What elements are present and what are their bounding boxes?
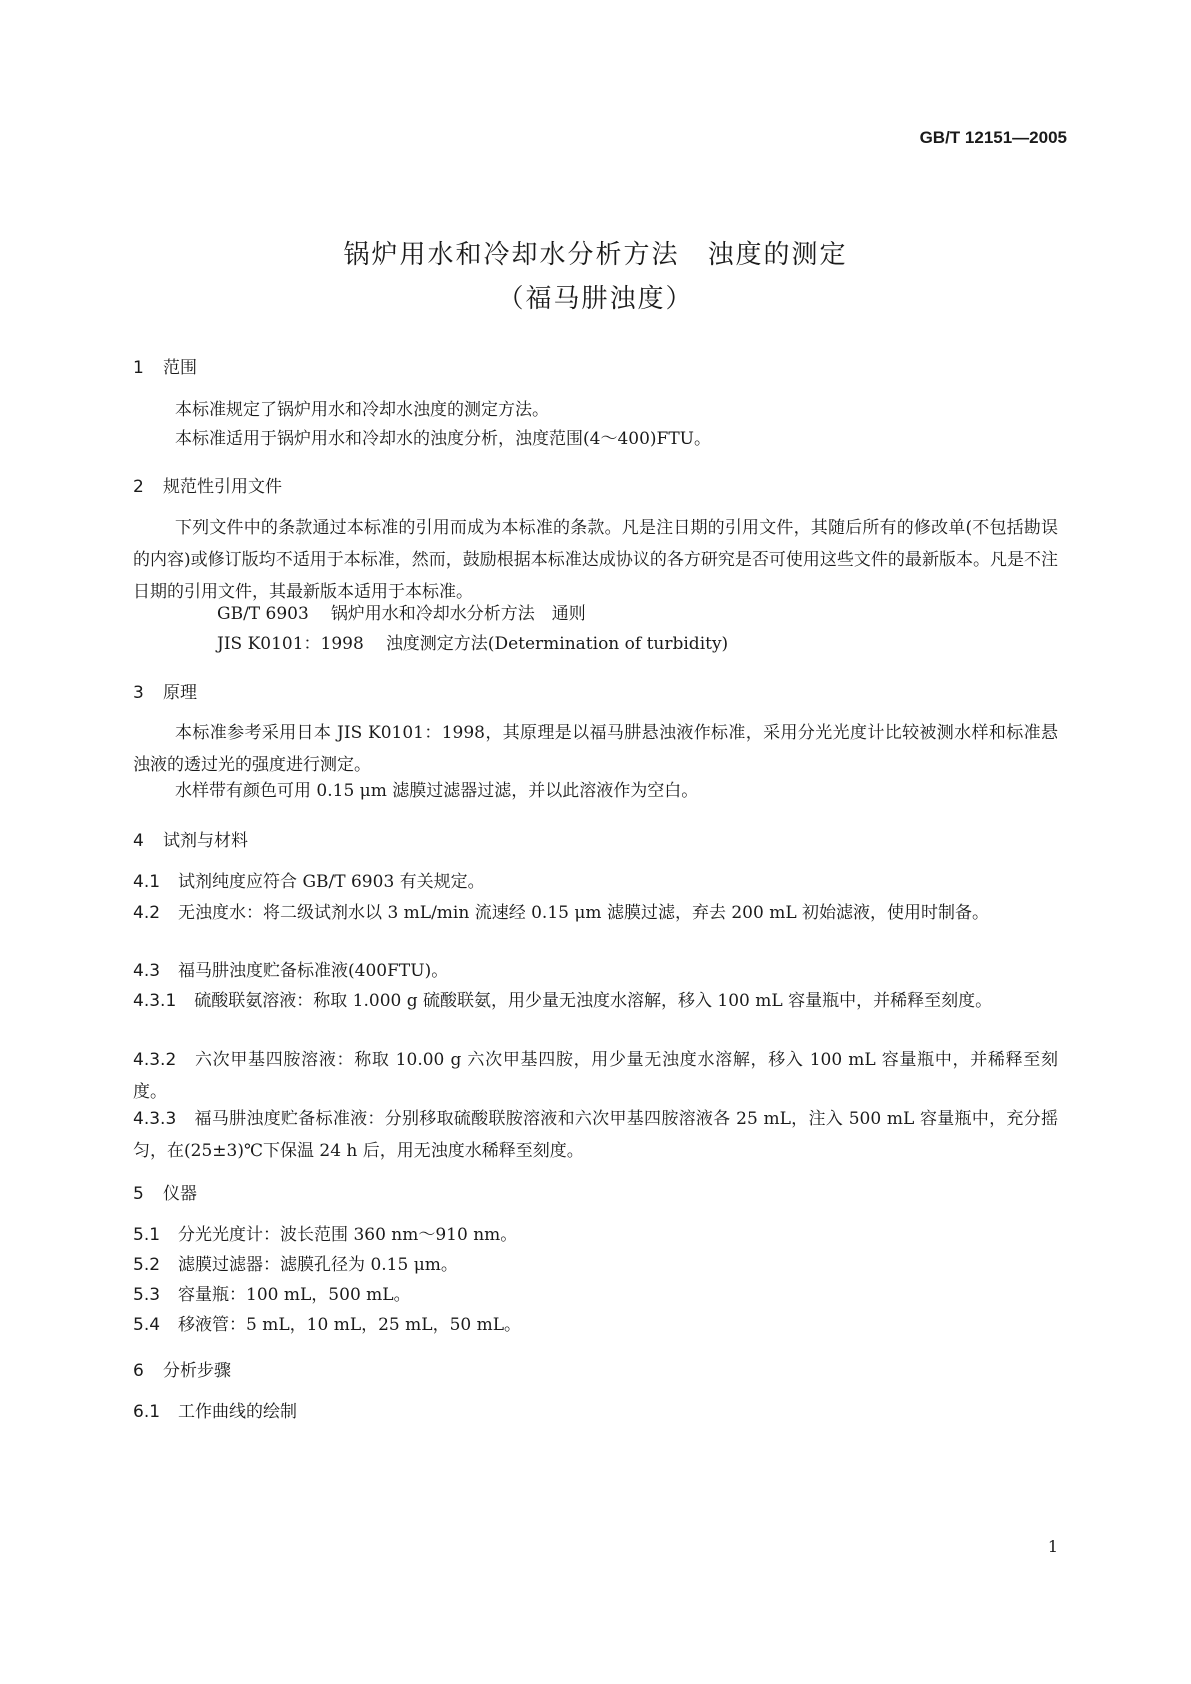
clause-number: 5.2 (133, 1255, 161, 1275)
document-subtitle: （福马肼浊度） (497, 284, 694, 314)
section-title: 分析步骤 (163, 1361, 231, 1381)
paragraph: 本标准适用于锅炉用水和冷却水的浊度分析，浊度范围(4～400)FTU。 (175, 429, 711, 449)
clause-number: 4.3.2 (133, 1050, 177, 1070)
clause-item (133, 1279, 1058, 1311)
clause-text: 试剂纯度应符合 GB/T 6903 有关规定。 (178, 872, 485, 892)
document-title: 锅炉用水和冷却水分析方法 浊度的测定 (343, 240, 848, 270)
standard-number: GB/T 12151—2005 (919, 128, 1067, 147)
section-title: 仪器 (163, 1184, 197, 1204)
clause-number: 4.1 (133, 872, 161, 892)
section-heading-procedure (133, 1356, 231, 1381)
reference-code: GB/T 6903 (217, 604, 309, 624)
section-heading-apparatus (133, 1179, 197, 1204)
clause-item (133, 1103, 1058, 1167)
clause-item (133, 955, 1058, 987)
clause-text: 无浊度水：将二级试剂水以 3 mL/min 流速经 0.15 μm 滤膜过滤，弃去 200 mL 初始滤液，使用时制备。 (178, 903, 990, 923)
clause-text: 硫酸联氨溶液：称取 1.000 g 硫酸联氨，用少量无浊度水溶解，移入 100 mL 容量瓶中，并稀释至刻度。 (194, 991, 993, 1011)
clause-number: 4.3.1 (133, 991, 177, 1011)
section-number: 4 (133, 831, 144, 851)
clause-text: 分光光度计：波长范围 360 nm～910 nm。 (178, 1225, 518, 1245)
clause-text: 六次甲基四胺溶液：称取 10.00 g 六次甲基四胺，用少量无浊度水溶解，移入 100 mL 容量瓶中，并稀释至刻度。 (133, 1050, 1058, 1102)
clause-number: 5.3 (133, 1285, 161, 1305)
section-number: 3 (133, 683, 144, 703)
paragraph: 本标准规定了锅炉用水和冷却水浊度的测定方法。 (175, 400, 549, 420)
clause-number: 4.2 (133, 903, 161, 923)
clause-item (133, 1396, 1058, 1428)
reference-entry (133, 628, 1058, 660)
section-heading-scope (133, 353, 197, 378)
section-title: 规范性引用文件 (163, 477, 282, 497)
paragraph: 下列文件中的条款通过本标准的引用而成为本标准的条款。凡是注日期的引用文件，其随后所有的修改单(不包括勘误的内容)或修订版均不适用于本标准，然而，鼓励根据本标准达成协议的各方研究是否可使用这些文件的最新版本。凡是不注日期的引用文件，其最新版本适用于本标准。 (133, 518, 1058, 602)
section-title: 范围 (163, 358, 197, 378)
paragraph: 本标准参考采用日本 JIS K0101：1998，其原理是以福马肼悬浊液作标准，采用分光光度计比较被测水样和标准悬浊液的透过光的强度进行测定。 (133, 723, 1058, 775)
paragraph: 水样带有颜色可用 0.15 μm 滤膜过滤器过滤，并以此溶液作为空白。 (175, 781, 699, 801)
section-title: 试剂与材料 (163, 831, 248, 851)
clause-text: 容量瓶：100 mL，500 mL。 (178, 1285, 411, 1305)
clause-number: 4.3 (133, 961, 161, 981)
section-number: 6 (133, 1361, 144, 1381)
section-title: 原理 (163, 683, 197, 703)
clause-text: 工作曲线的绘制 (178, 1402, 298, 1422)
clause-item (133, 897, 1058, 929)
reference-title: 锅炉用水和冷却水分析方法 通则 (330, 604, 586, 624)
reference-entry (133, 598, 1058, 630)
clause-number: 4.3.3 (133, 1109, 177, 1129)
clause-item (133, 1309, 1058, 1341)
clause-item (133, 985, 1058, 1017)
section-number: 1 (133, 358, 144, 378)
clause-item (133, 866, 1058, 898)
reference-title: 浊度测定方法(Determination of turbidity) (385, 634, 729, 654)
section-heading-normative-references (133, 472, 282, 497)
clause-number: 6.1 (133, 1402, 161, 1422)
clause-item (133, 1044, 1058, 1108)
clause-text: 福马肼浊度贮备标准液：分别移取硫酸联胺溶液和六次甲基四胺溶液各 25 mL，注入 500 mL 容量瓶中，充分摇匀，在(25±3)℃下保温 24 h 后，用无浊度水稀释至刻度。 (133, 1109, 1058, 1161)
clause-text: 移液管：5 mL，10 mL，25 mL，50 mL。 (178, 1315, 522, 1335)
section-heading-principle (133, 678, 197, 703)
clause-item (133, 1219, 1058, 1251)
page-number: 1 (1047, 1537, 1058, 1556)
clause-text: 滤膜过滤器：滤膜孔径为 0.15 μm。 (178, 1255, 458, 1275)
section-heading-reagents (133, 826, 248, 851)
clause-text: 福马肼浊度贮备标准液(400FTU)。 (178, 961, 449, 981)
section-number: 5 (133, 1184, 144, 1204)
section-number: 2 (133, 477, 144, 497)
clause-item (133, 1249, 1058, 1281)
clause-number: 5.4 (133, 1315, 161, 1335)
clause-number: 5.1 (133, 1225, 161, 1245)
reference-code: JIS K0101：1998 (217, 634, 364, 654)
